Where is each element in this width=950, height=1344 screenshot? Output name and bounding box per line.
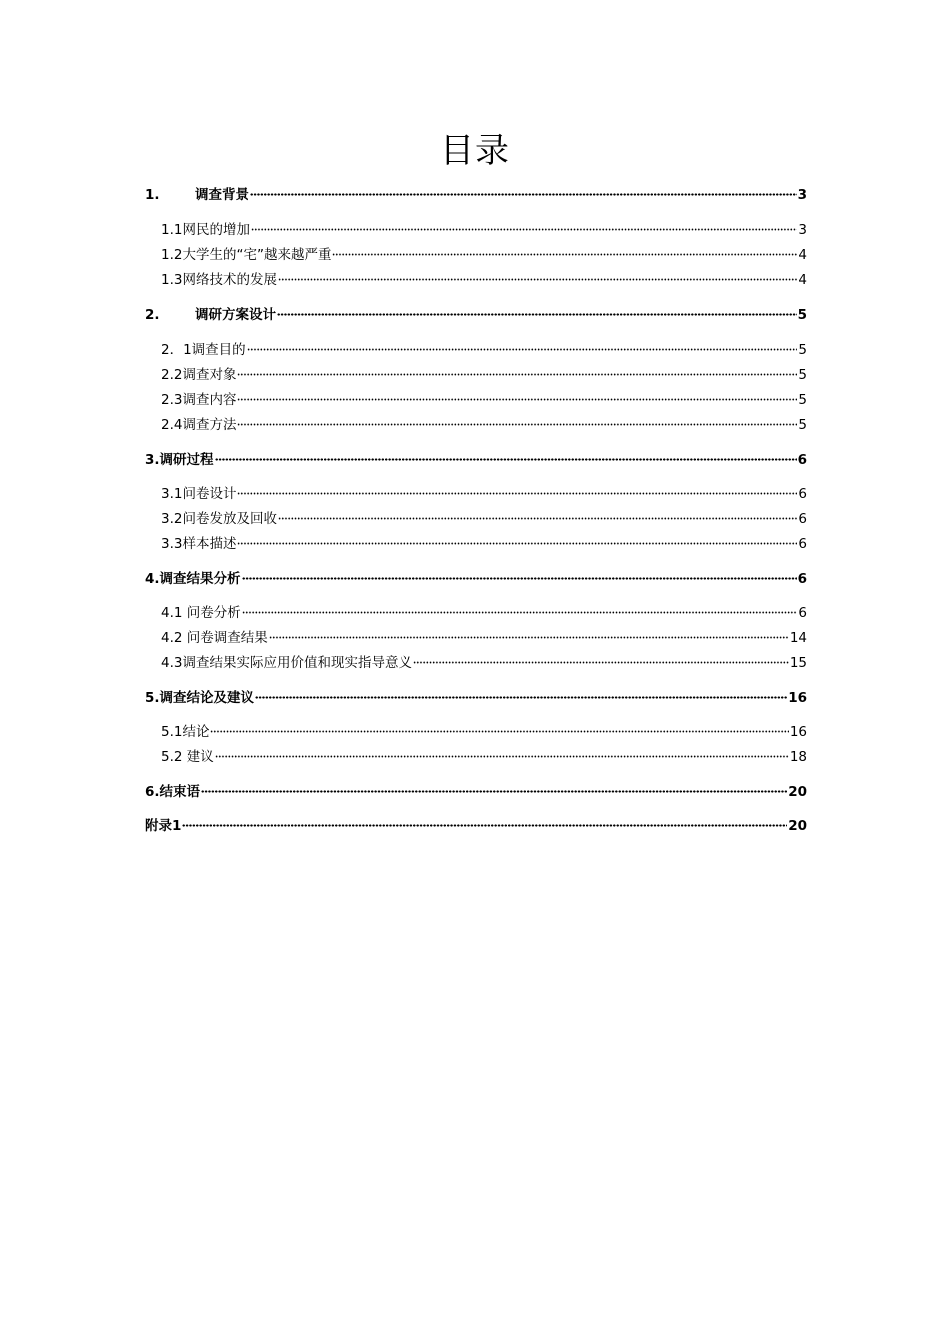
- dot-leader: [251, 228, 797, 231]
- toc-entry[interactable]: [145, 338, 807, 362]
- toc-entry[interactable]: [145, 388, 807, 412]
- toc-entry-text: 3.2问卷发放及回收: [161, 511, 277, 527]
- toc-entry-page: 6: [797, 571, 807, 587]
- dot-leader: [201, 790, 787, 793]
- toc-entry-page: 16: [788, 690, 807, 706]
- toc-entry-text: 调查背景: [195, 187, 249, 203]
- toc-entry-page: 5: [798, 342, 807, 358]
- toc-entry-page: 18: [789, 749, 807, 765]
- toc-entry[interactable]: [145, 183, 807, 207]
- toc-entry-text: 3.调研过程: [145, 452, 214, 468]
- toc-entry[interactable]: [145, 651, 807, 675]
- dot-leader: [255, 696, 787, 699]
- toc-entry[interactable]: [145, 482, 807, 506]
- toc-entry-page: 14: [789, 630, 807, 646]
- page-title: 目录: [440, 131, 510, 171]
- dot-leader: [237, 398, 797, 401]
- dot-leader: [237, 423, 797, 426]
- dot-leader: [332, 253, 797, 256]
- toc-entry-page: 6: [798, 605, 807, 621]
- toc-entry-page: 5: [797, 307, 807, 323]
- toc-entry-page: 15: [789, 655, 807, 671]
- toc-entry-page: 16: [789, 724, 807, 740]
- toc-entry[interactable]: [145, 507, 807, 531]
- toc-entry-text: 3.1问卷设计: [161, 486, 237, 502]
- toc-entry-number: 2.: [145, 307, 160, 323]
- toc-entry-text: 4.2 问卷调查结果: [161, 630, 268, 646]
- toc-entry-text: 1.1网民的增加: [161, 222, 250, 238]
- toc-entry-text: 2．1调查目的: [161, 342, 246, 358]
- dot-leader: [242, 611, 798, 614]
- toc-entry-text: 3.3样本描述: [161, 536, 237, 552]
- dot-leader: [247, 348, 798, 351]
- toc-entry-text: 5.1结论: [161, 724, 210, 740]
- toc-entry-text: 2.3调查内容: [161, 392, 237, 408]
- toc-entry-text: 2.4调查方法: [161, 417, 237, 433]
- dot-leader: [182, 824, 787, 827]
- toc-entry[interactable]: [145, 814, 807, 838]
- toc-entry-text: 4.3调查结果实际应用价值和现实指导意义: [161, 655, 412, 671]
- toc-entry[interactable]: [145, 413, 807, 437]
- toc-entry[interactable]: [145, 567, 807, 591]
- toc-entry-page: 6: [798, 536, 807, 552]
- toc-entry-page: 20: [788, 784, 807, 800]
- dot-leader: [237, 492, 797, 495]
- toc-entry-page: 5: [798, 392, 807, 408]
- dot-leader: [278, 517, 797, 520]
- toc-entry-page: 4: [798, 247, 807, 263]
- toc-entry-text: 2.2调查对象: [161, 367, 237, 383]
- dot-leader: [277, 313, 797, 316]
- toc-entry[interactable]: [145, 626, 807, 650]
- dot-leader: [242, 577, 797, 580]
- dot-leader: [413, 661, 789, 664]
- toc-entry[interactable]: [145, 243, 807, 267]
- toc-entry-page: 3: [798, 222, 807, 238]
- dot-leader: [269, 636, 789, 639]
- toc-entry[interactable]: [145, 720, 807, 744]
- toc-entry-text: 附录1: [145, 818, 182, 834]
- toc-entry[interactable]: [145, 686, 807, 710]
- toc-entry[interactable]: [145, 303, 807, 327]
- toc-entry-page: 4: [798, 272, 807, 288]
- toc-entry-page: 20: [788, 818, 807, 834]
- toc-entry-text: 6.结束语: [145, 784, 201, 800]
- toc-entry-page: 6: [797, 452, 807, 468]
- toc-entry-text: 1.3网络技术的发展: [161, 272, 277, 288]
- toc-entry-page: 5: [798, 417, 807, 433]
- toc-entry-text: 调研方案设计: [195, 307, 276, 323]
- toc-entry-number: 1.: [145, 187, 160, 203]
- toc-entry-page: 3: [797, 187, 807, 203]
- toc-entry[interactable]: [145, 218, 807, 242]
- toc-entry[interactable]: [145, 448, 807, 472]
- toc-entry-page: 5: [798, 367, 807, 383]
- dot-leader: [250, 193, 797, 196]
- dot-leader: [237, 373, 797, 376]
- toc-entry-page: 6: [798, 511, 807, 527]
- toc-entry[interactable]: [145, 780, 807, 804]
- toc-entry[interactable]: [145, 268, 807, 292]
- toc-entry-text: 4.调查结果分析: [145, 571, 241, 587]
- dot-leader: [210, 730, 788, 733]
- toc-entry-page: 6: [798, 486, 807, 502]
- dot-leader: [215, 458, 797, 461]
- toc-entry-text: 4.1 问卷分析: [161, 605, 241, 621]
- toc-entry-text: 1.2大学生的“宅”越来越严重: [161, 247, 332, 263]
- dot-leader: [278, 278, 797, 281]
- dot-leader: [215, 755, 789, 758]
- dot-leader: [237, 542, 797, 545]
- toc-entry-text: 5.2 建议: [161, 749, 214, 765]
- toc-entry[interactable]: [145, 601, 807, 625]
- toc-entry[interactable]: [145, 532, 807, 556]
- toc-entry-text: 5.调查结论及建议: [145, 690, 255, 706]
- toc-entry[interactable]: [145, 363, 807, 387]
- toc-entry[interactable]: [145, 745, 807, 769]
